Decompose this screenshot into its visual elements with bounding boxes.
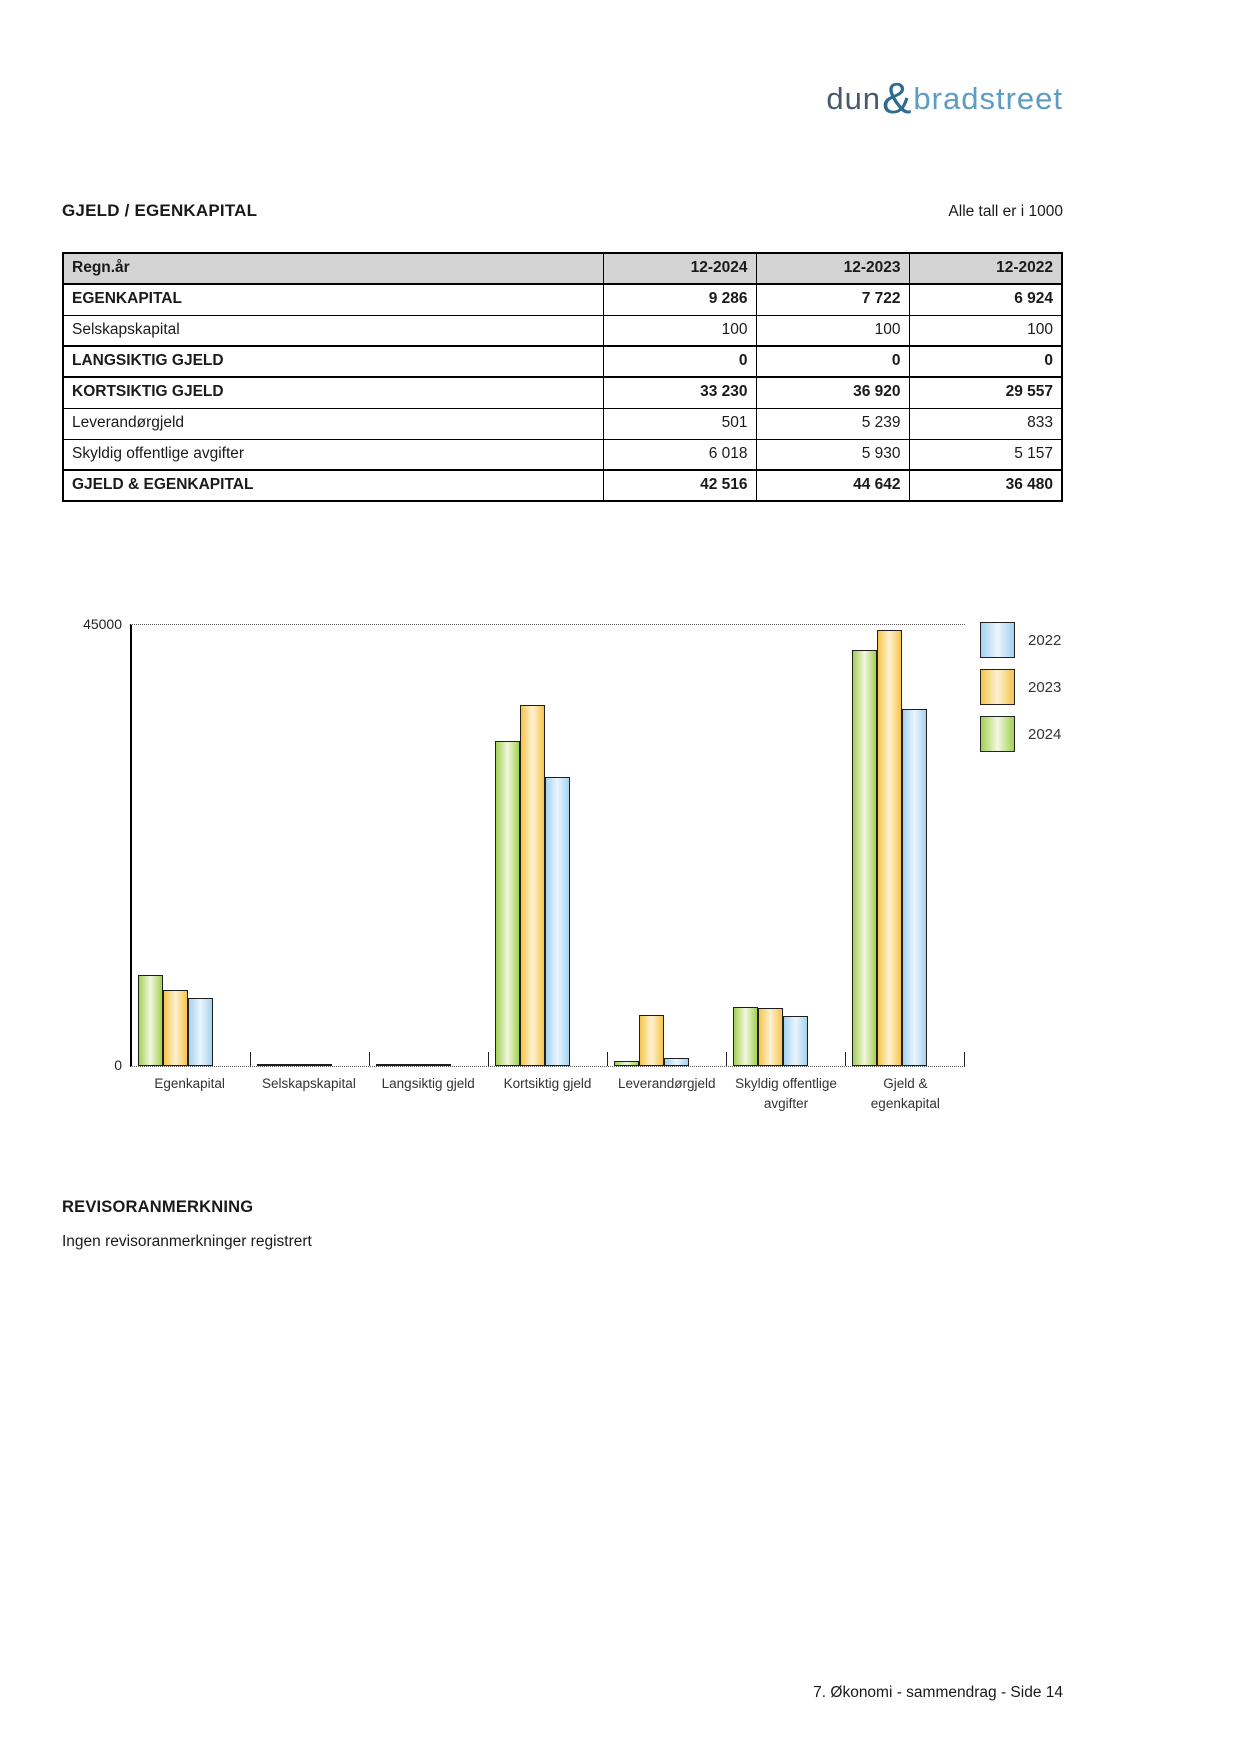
chart-category-cell xyxy=(370,625,489,1066)
legend-item xyxy=(980,716,1061,752)
units-note: Alle tall er i 1000 xyxy=(948,203,1063,220)
row-label: GJELD & EGENKAPITAL xyxy=(63,470,603,501)
chart-category-cell xyxy=(489,625,608,1066)
bar-2022 xyxy=(545,777,570,1066)
bar-group xyxy=(495,705,570,1066)
bar-2024 xyxy=(376,1064,401,1066)
cell-value: 0 xyxy=(756,346,909,377)
cell-value: 0 xyxy=(603,346,756,377)
cell-value: 5 930 xyxy=(756,439,909,470)
bar-2024 xyxy=(852,650,877,1066)
chart-category-cell xyxy=(132,625,251,1066)
logo-text-bradstreet: bradstreet xyxy=(913,81,1063,116)
gjeld-egenkapital-table xyxy=(62,252,1063,502)
bar-2023 xyxy=(520,705,545,1066)
column-header: 12-2023 xyxy=(756,253,909,284)
column-header: 12-2022 xyxy=(909,253,1062,284)
dun-bradstreet-logo xyxy=(826,70,1063,123)
category-label: Egenkapital xyxy=(154,1076,225,1091)
cell-value: 5 239 xyxy=(756,408,909,439)
category-label: Skyldig offentlige avgifter xyxy=(735,1076,837,1112)
bar-2024 xyxy=(614,1061,639,1066)
chart-category-cell xyxy=(846,625,965,1066)
y-axis-tick-label: 45000 xyxy=(83,616,122,632)
category-label: Kortsiktig gjeld xyxy=(503,1076,592,1091)
bar-group xyxy=(138,975,213,1066)
auditor-remarks-section xyxy=(62,1198,1063,1251)
table-row xyxy=(63,408,1062,439)
row-label: Skyldig offentlige avgifter xyxy=(63,439,603,470)
bar-group xyxy=(257,1064,332,1066)
cell-value: 100 xyxy=(909,315,1062,346)
legend-swatch-2022-icon xyxy=(980,622,1015,658)
bar-2023 xyxy=(401,1064,426,1066)
bar-2024 xyxy=(257,1064,282,1066)
bar-2022 xyxy=(664,1058,689,1066)
row-label: EGENKAPITAL xyxy=(63,284,603,315)
table-row xyxy=(63,284,1062,315)
logo-text-dun: dun xyxy=(826,81,882,116)
bar-group xyxy=(733,1007,808,1066)
bar-2024 xyxy=(495,741,520,1066)
column-header: 12-2024 xyxy=(603,253,756,284)
bar-group xyxy=(852,630,927,1066)
logo-ampersand-icon: & xyxy=(882,74,913,123)
legend-item xyxy=(980,622,1061,658)
row-label: KORTSIKTIG GJELD xyxy=(63,377,603,408)
bar-2024 xyxy=(138,975,163,1066)
bar-2022 xyxy=(307,1064,332,1066)
legend-item xyxy=(980,669,1061,705)
row-label: Leverandørgjeld xyxy=(63,408,603,439)
cell-value: 6 018 xyxy=(603,439,756,470)
cell-value: 33 230 xyxy=(603,377,756,408)
legend-label: 2022 xyxy=(1028,631,1062,649)
bar-2022 xyxy=(783,1016,808,1066)
cell-value: 501 xyxy=(603,408,756,439)
cell-value: 36 920 xyxy=(756,377,909,408)
category-label: Leverandørgjeld xyxy=(617,1076,716,1091)
category-label: Langsiktig gjeld xyxy=(381,1076,475,1091)
table-header-row xyxy=(63,253,1062,284)
cell-value: 44 642 xyxy=(756,470,909,501)
column-header: Regn.år xyxy=(63,253,603,284)
table-row xyxy=(63,439,1062,470)
cell-value: 9 286 xyxy=(603,284,756,315)
chart-category-cell xyxy=(727,625,846,1066)
chart-category-cell xyxy=(608,625,727,1066)
cell-value: 29 557 xyxy=(909,377,1062,408)
bar-chart-plot-area xyxy=(130,624,965,1067)
cell-value: 7 722 xyxy=(756,284,909,315)
row-label: Selskapskapital xyxy=(63,315,603,346)
chart-legend xyxy=(980,622,1061,763)
section-heading xyxy=(62,201,1063,221)
y-axis-tick-label: 0 xyxy=(114,1057,122,1073)
cell-value: 833 xyxy=(909,408,1062,439)
remarks-title: REVISORANMERKNING xyxy=(62,1198,254,1216)
bar-2023 xyxy=(639,1015,664,1066)
bar-2023 xyxy=(282,1064,307,1066)
cell-value: 36 480 xyxy=(909,470,1062,501)
section-title: GJELD / EGENKAPITAL xyxy=(62,201,258,220)
bar-2023 xyxy=(163,990,188,1066)
table-row xyxy=(63,346,1062,377)
bar-2023 xyxy=(877,630,902,1066)
legend-label: 2024 xyxy=(1028,725,1062,743)
x-axis-category-labels xyxy=(130,1074,965,1115)
bar-group xyxy=(614,1015,689,1066)
cell-value: 42 516 xyxy=(603,470,756,501)
page-footer: 7. Økonomi - sammendrag - Side 14 xyxy=(813,1684,1063,1701)
bar-2022 xyxy=(188,998,213,1066)
category-label: Selskapskapital xyxy=(262,1076,356,1091)
bar-group xyxy=(376,1064,451,1066)
cell-value: 100 xyxy=(756,315,909,346)
remarks-body: Ingen revisoranmerkninger registrert xyxy=(62,1233,312,1250)
bar-2022 xyxy=(426,1064,451,1066)
bar-2023 xyxy=(758,1008,783,1066)
table-row xyxy=(63,315,1062,346)
category-label: Gjeld & egenkapital xyxy=(870,1076,940,1112)
legend-label: 2023 xyxy=(1028,678,1062,696)
row-label: LANGSIKTIG GJELD xyxy=(63,346,603,377)
chart-category-cell xyxy=(251,625,370,1066)
table-row xyxy=(63,470,1062,501)
bar-2022 xyxy=(902,709,927,1066)
legend-swatch-2024-icon xyxy=(980,716,1015,752)
bar-2024 xyxy=(733,1007,758,1066)
cell-value: 100 xyxy=(603,315,756,346)
cell-value: 5 157 xyxy=(909,439,1062,470)
cell-value: 0 xyxy=(909,346,1062,377)
table-row xyxy=(63,377,1062,408)
legend-swatch-2023-icon xyxy=(980,669,1015,705)
cell-value: 6 924 xyxy=(909,284,1062,315)
